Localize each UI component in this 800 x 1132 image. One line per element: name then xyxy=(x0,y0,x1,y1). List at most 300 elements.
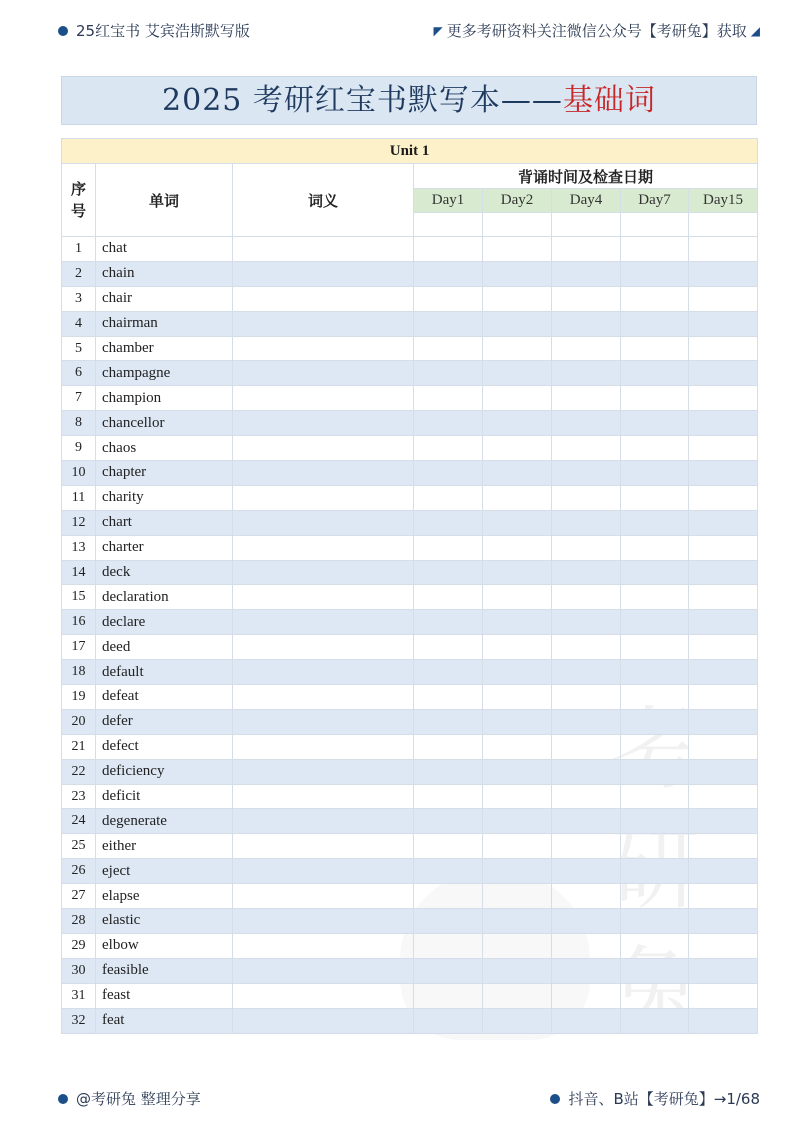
row-index: 29 xyxy=(62,933,96,958)
review-cell[interactable] xyxy=(414,685,483,710)
review-cell[interactable] xyxy=(414,784,483,809)
review-cell[interactable] xyxy=(621,759,689,784)
day-header: Day1 xyxy=(414,189,483,213)
header-right xyxy=(434,20,760,41)
review-cell[interactable] xyxy=(483,585,552,610)
review-cell[interactable] xyxy=(689,884,758,909)
review-cell[interactable] xyxy=(689,759,758,784)
review-cell[interactable] xyxy=(483,311,552,336)
review-cell[interactable] xyxy=(621,336,689,361)
review-cell[interactable] xyxy=(552,436,621,461)
meaning-cell[interactable] xyxy=(233,485,414,510)
review-cell[interactable] xyxy=(552,585,621,610)
row-index: 17 xyxy=(62,635,96,660)
review-cell[interactable] xyxy=(689,859,758,884)
table-row xyxy=(62,685,758,710)
review-cell[interactable] xyxy=(552,311,621,336)
table-row xyxy=(62,436,758,461)
row-index: 15 xyxy=(62,585,96,610)
row-word: chat xyxy=(96,237,233,262)
review-cell[interactable] xyxy=(552,859,621,884)
review-cell[interactable] xyxy=(414,510,483,535)
review-cell[interactable] xyxy=(621,933,689,958)
review-cell[interactable] xyxy=(552,535,621,560)
row-index: 13 xyxy=(62,535,96,560)
review-cell[interactable] xyxy=(621,734,689,759)
review-cell[interactable] xyxy=(552,834,621,859)
review-cell[interactable] xyxy=(621,709,689,734)
table-row xyxy=(62,859,758,884)
review-cell[interactable] xyxy=(621,859,689,884)
row-index: 7 xyxy=(62,386,96,411)
row-index: 22 xyxy=(62,759,96,784)
row-word: chamber xyxy=(96,336,233,361)
page-footer xyxy=(0,1088,800,1112)
unit-row xyxy=(62,139,758,164)
review-cell[interactable] xyxy=(552,884,621,909)
review-cell[interactable] xyxy=(689,1008,758,1033)
table-row xyxy=(62,660,758,685)
vocab-table xyxy=(61,138,758,1034)
review-cell[interactable] xyxy=(621,386,689,411)
review-cell[interactable] xyxy=(483,685,552,710)
row-word: charity xyxy=(96,485,233,510)
table-row xyxy=(62,809,758,834)
row-index: 2 xyxy=(62,261,96,286)
review-cell[interactable] xyxy=(552,510,621,535)
meaning-cell[interactable] xyxy=(233,585,414,610)
row-word: declaration xyxy=(96,585,233,610)
review-cell[interactable] xyxy=(552,660,621,685)
row-word: chart xyxy=(96,510,233,535)
meaning-cell[interactable] xyxy=(233,884,414,909)
review-cell[interactable] xyxy=(483,759,552,784)
blank-cell[interactable] xyxy=(552,213,621,237)
review-cell[interactable] xyxy=(689,585,758,610)
review-cell[interactable] xyxy=(689,660,758,685)
row-word: degenerate xyxy=(96,809,233,834)
table-row xyxy=(62,261,758,286)
row-word: defect xyxy=(96,734,233,759)
review-cell[interactable] xyxy=(414,485,483,510)
review-cell[interactable] xyxy=(483,884,552,909)
row-word: champion xyxy=(96,386,233,411)
review-cell[interactable] xyxy=(414,734,483,759)
table-row xyxy=(62,336,758,361)
unit-title: Unit 1 xyxy=(62,139,758,164)
header-left-text: 25红宝书 艾宾浩斯默写版 xyxy=(76,22,250,40)
review-cell[interactable] xyxy=(414,311,483,336)
table-row xyxy=(62,784,758,809)
table-row xyxy=(62,535,758,560)
review-cell[interactable] xyxy=(621,510,689,535)
review-cell[interactable] xyxy=(552,386,621,411)
row-index: 32 xyxy=(62,1008,96,1033)
meaning-cell[interactable] xyxy=(233,983,414,1008)
table-row xyxy=(62,759,758,784)
review-cell[interactable] xyxy=(414,909,483,934)
review-cell[interactable] xyxy=(483,535,552,560)
meaning-cell[interactable] xyxy=(233,809,414,834)
review-cell[interactable] xyxy=(689,485,758,510)
meaning-cell[interactable] xyxy=(233,958,414,983)
meaning-cell[interactable] xyxy=(233,685,414,710)
review-cell[interactable] xyxy=(621,983,689,1008)
review-cell[interactable] xyxy=(483,286,552,311)
meaning-cell[interactable] xyxy=(233,834,414,859)
table-row xyxy=(62,734,758,759)
review-cell[interactable] xyxy=(414,286,483,311)
review-cell[interactable] xyxy=(414,809,483,834)
meaning-cell[interactable] xyxy=(233,784,414,809)
review-cell[interactable] xyxy=(414,535,483,560)
review-cell[interactable] xyxy=(414,1008,483,1033)
review-cell[interactable] xyxy=(621,461,689,486)
review-cell[interactable] xyxy=(552,461,621,486)
row-index: 6 xyxy=(62,361,96,386)
row-word: default xyxy=(96,660,233,685)
review-cell[interactable] xyxy=(621,809,689,834)
review-cell[interactable] xyxy=(483,859,552,884)
review-cell[interactable] xyxy=(689,237,758,262)
review-cell[interactable] xyxy=(689,809,758,834)
review-cell[interactable] xyxy=(414,361,483,386)
review-cell[interactable] xyxy=(552,261,621,286)
review-cell[interactable] xyxy=(414,560,483,585)
review-cell[interactable] xyxy=(621,884,689,909)
blank-cell[interactable] xyxy=(621,213,689,237)
review-cell[interactable] xyxy=(621,585,689,610)
meaning-cell[interactable] xyxy=(233,361,414,386)
review-cell[interactable] xyxy=(483,361,552,386)
review-cell[interactable] xyxy=(621,535,689,560)
review-cell[interactable] xyxy=(414,411,483,436)
review-cell[interactable] xyxy=(483,660,552,685)
review-cell[interactable] xyxy=(621,834,689,859)
review-cell[interactable] xyxy=(552,237,621,262)
review-cell[interactable] xyxy=(483,436,552,461)
meaning-cell[interactable] xyxy=(233,535,414,560)
meaning-cell[interactable] xyxy=(233,461,414,486)
review-cell[interactable] xyxy=(552,411,621,436)
review-cell[interactable] xyxy=(689,336,758,361)
review-cell[interactable] xyxy=(621,610,689,635)
meaning-cell[interactable] xyxy=(233,386,414,411)
review-cell[interactable] xyxy=(552,709,621,734)
review-cell[interactable] xyxy=(621,237,689,262)
review-cell[interactable] xyxy=(552,958,621,983)
review-cell[interactable] xyxy=(689,510,758,535)
review-cell[interactable] xyxy=(689,411,758,436)
day-header: Day7 xyxy=(621,189,689,213)
row-word: chairman xyxy=(96,311,233,336)
review-cell[interactable] xyxy=(552,734,621,759)
review-cell[interactable] xyxy=(689,834,758,859)
review-cell[interactable] xyxy=(689,361,758,386)
row-index: 31 xyxy=(62,983,96,1008)
page-title xyxy=(61,76,757,125)
review-cell[interactable] xyxy=(552,759,621,784)
header-left xyxy=(58,20,250,41)
blank-cell[interactable] xyxy=(483,213,552,237)
review-cell[interactable] xyxy=(621,909,689,934)
meaning-cell[interactable] xyxy=(233,635,414,660)
row-index: 14 xyxy=(62,560,96,585)
review-cell[interactable] xyxy=(552,1008,621,1033)
meaning-cell[interactable] xyxy=(233,709,414,734)
review-cell[interactable] xyxy=(552,909,621,934)
table-row xyxy=(62,286,758,311)
table-row xyxy=(62,411,758,436)
review-cell[interactable] xyxy=(689,784,758,809)
footer-left-text: @考研兔 整理分享 xyxy=(76,1090,201,1108)
review-cell[interactable] xyxy=(689,535,758,560)
table-row xyxy=(62,709,758,734)
review-cell[interactable] xyxy=(414,958,483,983)
review-cell[interactable] xyxy=(621,784,689,809)
row-word: chaos xyxy=(96,436,233,461)
row-index: 25 xyxy=(62,834,96,859)
review-cell[interactable] xyxy=(689,983,758,1008)
day-header: Day4 xyxy=(552,189,621,213)
review-cell[interactable] xyxy=(621,361,689,386)
page-header xyxy=(0,20,800,46)
meaning-cell[interactable] xyxy=(233,909,414,934)
row-index: 26 xyxy=(62,859,96,884)
review-cell[interactable] xyxy=(689,461,758,486)
review-cell[interactable] xyxy=(621,1008,689,1033)
row-index: 27 xyxy=(62,884,96,909)
row-index: 30 xyxy=(62,958,96,983)
review-cell[interactable] xyxy=(483,635,552,660)
table-row xyxy=(62,1008,758,1033)
review-cell[interactable] xyxy=(552,784,621,809)
review-cell[interactable] xyxy=(689,635,758,660)
review-cell[interactable] xyxy=(414,933,483,958)
row-index: 4 xyxy=(62,311,96,336)
meaning-cell[interactable] xyxy=(233,610,414,635)
review-cell[interactable] xyxy=(483,734,552,759)
row-index: 12 xyxy=(62,510,96,535)
row-index: 24 xyxy=(62,809,96,834)
row-index: 18 xyxy=(62,660,96,685)
meaning-cell[interactable] xyxy=(233,859,414,884)
row-word: elapse xyxy=(96,884,233,909)
row-index: 5 xyxy=(62,336,96,361)
review-cell[interactable] xyxy=(483,834,552,859)
review-cell[interactable] xyxy=(689,709,758,734)
table-row xyxy=(62,834,758,859)
review-cell[interactable] xyxy=(483,411,552,436)
meaning-cell[interactable] xyxy=(233,933,414,958)
review-cell[interactable] xyxy=(414,336,483,361)
table-row xyxy=(62,958,758,983)
review-cell[interactable] xyxy=(621,436,689,461)
review-cell[interactable] xyxy=(621,485,689,510)
review-cell[interactable] xyxy=(414,635,483,660)
review-cell[interactable] xyxy=(483,1008,552,1033)
review-cell[interactable] xyxy=(483,386,552,411)
meaning-cell[interactable] xyxy=(233,336,414,361)
table-row xyxy=(62,510,758,535)
review-cell[interactable] xyxy=(621,311,689,336)
triangle-right-icon: ◢ xyxy=(750,23,760,38)
table-row xyxy=(62,933,758,958)
table-row xyxy=(62,461,758,486)
meaning-cell[interactable] xyxy=(233,261,414,286)
footer-right xyxy=(550,1088,760,1109)
review-cell[interactable] xyxy=(414,859,483,884)
review-cell[interactable] xyxy=(689,909,758,934)
review-cell[interactable] xyxy=(621,660,689,685)
review-cell[interactable] xyxy=(483,809,552,834)
blank-cell[interactable] xyxy=(414,213,483,237)
row-index: 8 xyxy=(62,411,96,436)
meaning-cell[interactable] xyxy=(233,759,414,784)
review-cell[interactable] xyxy=(414,709,483,734)
row-word: chair xyxy=(96,286,233,311)
review-cell[interactable] xyxy=(621,560,689,585)
review-cell[interactable] xyxy=(483,237,552,262)
row-word: champagne xyxy=(96,361,233,386)
review-cell[interactable] xyxy=(414,585,483,610)
review-cell[interactable] xyxy=(414,436,483,461)
table-row xyxy=(62,237,758,262)
review-cell[interactable] xyxy=(689,734,758,759)
row-index: 1 xyxy=(62,237,96,262)
review-cell[interactable] xyxy=(483,461,552,486)
review-cell[interactable] xyxy=(552,336,621,361)
review-cell[interactable] xyxy=(552,685,621,710)
table-row xyxy=(62,635,758,660)
review-cell[interactable] xyxy=(689,685,758,710)
review-cell[interactable] xyxy=(414,834,483,859)
row-index: 28 xyxy=(62,909,96,934)
triangle-left-icon: ◤ xyxy=(433,23,443,38)
table-row xyxy=(62,884,758,909)
meaning-cell[interactable] xyxy=(233,237,414,262)
meaning-cell[interactable] xyxy=(233,560,414,585)
review-cell[interactable] xyxy=(689,933,758,958)
meaning-cell[interactable] xyxy=(233,660,414,685)
review-cell[interactable] xyxy=(552,485,621,510)
word-rows xyxy=(62,237,758,1034)
review-cell[interactable] xyxy=(621,958,689,983)
review-cell[interactable] xyxy=(552,610,621,635)
review-cell[interactable] xyxy=(483,336,552,361)
row-index: 23 xyxy=(62,784,96,809)
row-index: 3 xyxy=(62,286,96,311)
table-row xyxy=(62,560,758,585)
review-cell[interactable] xyxy=(552,809,621,834)
row-word: declare xyxy=(96,610,233,635)
review-cell[interactable] xyxy=(689,261,758,286)
table-row xyxy=(62,585,758,610)
review-cell[interactable] xyxy=(414,386,483,411)
row-word: defeat xyxy=(96,685,233,710)
review-cell[interactable] xyxy=(689,386,758,411)
watermark-text: 考 兔 xyxy=(610,697,700,1042)
review-cell[interactable] xyxy=(414,660,483,685)
review-cell[interactable] xyxy=(621,286,689,311)
col-review-header: 背诵时间及检查日期 xyxy=(414,164,758,189)
review-cell[interactable] xyxy=(483,560,552,585)
review-cell[interactable] xyxy=(552,560,621,585)
day-header: Day2 xyxy=(483,189,552,213)
blank-cell[interactable] xyxy=(689,213,758,237)
review-cell[interactable] xyxy=(483,709,552,734)
row-word: deck xyxy=(96,560,233,585)
col-meaning-header: 词义 xyxy=(233,164,414,237)
review-cell[interactable] xyxy=(621,685,689,710)
review-cell[interactable] xyxy=(621,635,689,660)
bullet-dot-icon xyxy=(58,26,68,36)
row-index: 10 xyxy=(62,461,96,486)
row-word: deficiency xyxy=(96,759,233,784)
review-cell[interactable] xyxy=(483,261,552,286)
review-cell[interactable] xyxy=(483,909,552,934)
review-cell[interactable] xyxy=(552,983,621,1008)
review-cell[interactable] xyxy=(414,983,483,1008)
review-cell[interactable] xyxy=(552,933,621,958)
row-word: either xyxy=(96,834,233,859)
review-cell[interactable] xyxy=(483,610,552,635)
review-cell[interactable] xyxy=(483,784,552,809)
review-cell[interactable] xyxy=(552,286,621,311)
review-cell[interactable] xyxy=(552,361,621,386)
meaning-cell[interactable] xyxy=(233,436,414,461)
row-word: feasible xyxy=(96,958,233,983)
review-cell[interactable] xyxy=(414,610,483,635)
review-cell[interactable] xyxy=(689,286,758,311)
review-cell[interactable] xyxy=(621,411,689,436)
review-cell[interactable] xyxy=(552,635,621,660)
meaning-cell[interactable] xyxy=(233,311,414,336)
review-cell[interactable] xyxy=(414,884,483,909)
review-cell[interactable] xyxy=(414,759,483,784)
table-row xyxy=(62,386,758,411)
row-word: deed xyxy=(96,635,233,660)
review-cell[interactable] xyxy=(414,261,483,286)
meaning-cell[interactable] xyxy=(233,1008,414,1033)
title-highlight: 基础词 xyxy=(562,83,656,118)
review-cell[interactable] xyxy=(483,983,552,1008)
meaning-cell[interactable] xyxy=(233,286,414,311)
table-row xyxy=(62,983,758,1008)
footer-right-text: 抖音、B站【考研兔】→1/68 xyxy=(568,1090,760,1108)
table-row xyxy=(62,909,758,934)
review-cell[interactable] xyxy=(689,610,758,635)
review-cell[interactable] xyxy=(483,933,552,958)
review-cell[interactable] xyxy=(414,237,483,262)
row-word: feast xyxy=(96,983,233,1008)
review-cell[interactable] xyxy=(689,958,758,983)
review-cell[interactable] xyxy=(414,461,483,486)
review-cell[interactable] xyxy=(483,485,552,510)
meaning-cell[interactable] xyxy=(233,510,414,535)
review-cell[interactable] xyxy=(483,510,552,535)
review-cell[interactable] xyxy=(483,958,552,983)
review-cell[interactable] xyxy=(689,436,758,461)
meaning-cell[interactable] xyxy=(233,411,414,436)
row-word: elbow xyxy=(96,933,233,958)
review-cell[interactable] xyxy=(621,261,689,286)
table-row xyxy=(62,361,758,386)
review-cell[interactable] xyxy=(689,311,758,336)
title-main: 2025 考研红宝书默写本—— xyxy=(162,83,563,118)
meaning-cell[interactable] xyxy=(233,734,414,759)
review-cell[interactable] xyxy=(689,560,758,585)
